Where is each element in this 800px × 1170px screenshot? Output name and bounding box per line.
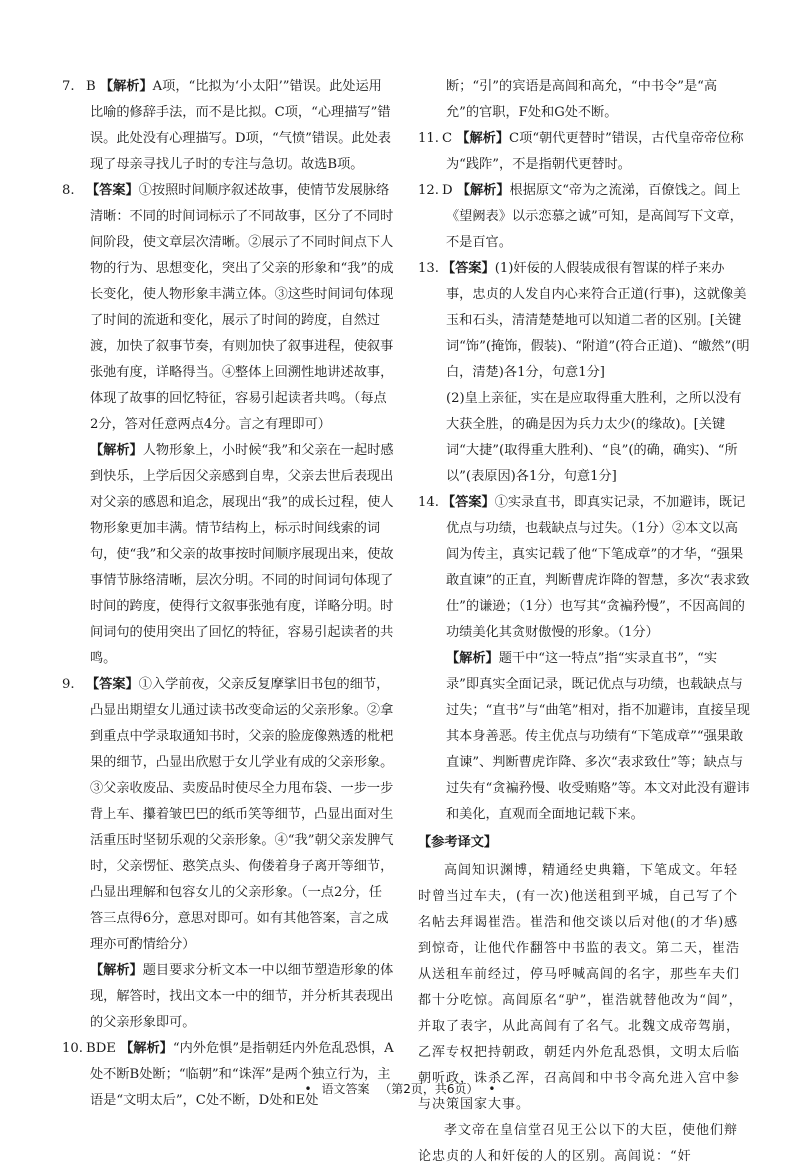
q12-answer: D [442,183,453,198]
q9-number: 9. [62,677,75,692]
q8-analysis-text: 人物形象上，小时候“我”和父亲在一起时感到快乐，上学后因父亲感到自卑，父亲去世后表现出对父亲的感恩和追念，展现出“我”的成长过程，使人物形象更加丰满。情节结构上，标示时间线索的词句，使“我”和父亲的故事按时间顺序展现出来，使故事情节脉络清晰，层次分明。不同的时间词句体现了时间的跨度，使得行文叙事张弛有度，详略分明。时间词句的使用突出了回忆的特征，容易引起读者的共鸣。 [90,443,394,666]
q7-entry [62,74,394,178]
q8-entry [62,178,394,438]
q13-answer-tag: 【答案】 [442,261,495,276]
q7-analysis-tag: 【解析】 [99,79,153,94]
q14-entry [418,490,750,646]
q11-entry [418,126,750,178]
q14-analysis-tag: 【解析】 [446,651,499,666]
q9-analysis-tag: 【解析】 [90,963,143,978]
q14-analysis [418,646,750,828]
q8-answer-tag: 【答案】 [86,183,139,198]
q12-number: 12. [418,183,439,198]
q7-number: 7. [62,79,75,94]
q11-answer: C [442,131,453,146]
footer-title: 语文答案 [321,1082,370,1096]
footer-page-number: （第2页，共6页） [379,1082,479,1096]
q8-answer-text: ①按照时间顺序叙述故事，使情节发展脉络清晰：不同的时间词标示了不同故事，区分了不同时间阶段，使文章层次清晰。②展示了不同时间点下人物的行为、思想变化，突出了父亲的形象和“我”的成长变化，使人物形象丰满立体。③这些时间词句体现了时间的流逝和变化，展示了时间的跨度，自然过渡，加快了叙事节奏，有则加快了叙事进程，使叙事张弛有度，详略得当。④整体上回溯性地讲述故事，体现了故事的回忆特征，容易引起读者共鸣。（每点2分，答对任意两点4分。言之有理即可） [90,183,394,432]
q10-continued: 断；“引”的宾语是高闾和高允，“中书令”是“高允”的官职，F处和G处不断。 [446,79,718,120]
q7-analysis-text: A项，“比拟为‘小太阳’”错误。此处运用比喻的修辞手法，而不是比拟。C项，“心理描写”错误。此处没有心理描写。D项，“气愤”错误。此处表现了母亲寻找儿子时的专注与急切。故选B项。 [90,79,391,172]
left-column [62,74,394,1114]
q9-answer-tag: 【答案】 [86,677,139,692]
q14-number: 14. [418,495,439,510]
q13-entry [418,256,750,386]
q14-analysis-text: 题干中“这一特点”指“实录直书”，“实录”即真实全面记录，既记优点与功绩，也载缺点与过失；“直书”与“曲笔”相对，指不加避讳，直接呈现其本身善恶。传主优点与功绩有“下笔成章”“强果敢直谏”、判断曹虎诈降、多次“表求致仕”等；缺点与过失有“贪褊矜慢、收受贿赂”等。本文对此没有避讳和美化，直观而全面地记载下来。 [446,651,750,822]
q10-entry [62,1036,394,1114]
q9-analysis-text: 题目要求分析文本一中以细节塑造形象的体现，解答时，找出文本一中的细节，并分析其表现出的父亲形象即可。 [90,963,394,1030]
q10-number: 10. [62,1041,83,1056]
q14-answer-text: ①实录直书，即真实记录，不加避讳，既记优点与功绩，也载缺点与过失。（1分）②本文以高闾为传主，真实记载了他“下笔成章”的才华，“强果敢直谏”的正直，判断曹虎诈降的智慧，多次“表求致仕”的谦逊；（1分）也写其“贪褊矜慢”，不因高闾的功绩美化其贪财傲慢的形象。（1分） [446,495,750,640]
q11-analysis-text: C项“朝代更替时”错误，古代皇帝帝位称为“践阼”，不是指朝代更替时。 [446,131,744,172]
q11-number: 11. [418,131,439,146]
translation-paragraph-1: 高闾知识渊博，精通经史典籍，下笔成文。年轻时曾当过车夫，(有一次)他送租到平城，自己写了个名帖去拜谒崔浩。崔浩和他交谈以后对他(的才华)感到惊奇，让他代作翻答中书监的表文。第二天，崔浩从送租车前经过，停马呼喊高闾的名字，那些车夫们都十分吃惊。高闾原名“驴”，崔浩就替他改为“闾”，并取了表字，从此高闾有了名气。北魏文成帝驾崩，乙浑专权把持朝政，朝廷内外危乱恐惧，文明太后临朝听政，诛杀乙浑，召高闾和中书令高允进入宫中参与决策国家大事。 [418,863,743,1112]
q9-answer-text: ①入学前夜，父亲反复摩挲旧书包的细节，凸显出期望女儿通过读书改变命运的父亲形象。②拿到重点中学录取通知书时，父亲的脸庞像熟透的枇杷果的细节，凸显出欣慰于女儿学业有成的父亲形象。③父亲收废品、卖废品时使尽全力甩布袋、一步一步背上车、攥着皱巴巴的纸币笑等细节，凸显出面对生活重压时坚韧乐观的父亲形象。④“我”朝父亲发脾气时，父亲愣怔、憨笑点头、佝偻着身子离开等细节，凸显出理解和包容女儿的父亲形象。（一点2分，任答三点得6分，意思对即可。如有其他答案，言之成理亦可酌情给分） [90,677,394,952]
q8-number: 8. [62,183,75,198]
q12-analysis-tag: 【解析】 [456,183,510,198]
q12-analysis-text: 根据原文“帝为之流涕，百僚饯之。闾上《望阙表》以示恋慕之诚”可知，是高闾写下文章，不是百官。 [446,183,743,250]
footer-dot-right: • [488,1082,496,1096]
q11-analysis-tag: 【解析】 [456,131,510,146]
q9-entry [62,672,394,958]
q9-analysis [62,958,394,1036]
q10-answer: BDE [86,1041,116,1056]
q12-entry [418,178,750,256]
translation-paragraph-2: 孝文帝在皇信堂召见王公以下的大臣，使他们辩论忠贞的人和奸佞的人的区别。高闾说：“奸 [418,1123,739,1164]
q8-analysis [62,438,394,672]
q14-answer-tag: 【答案】 [442,495,495,510]
q13-answer-part2: (2)皇上亲征，实在是应取得重大胜利，之所以没有大获全胜，的确是因为兵力太少(的缘故)。[关键词“大捷”(取得重大胜利)、“良”(的确，确实)、“所以”(表原因)各1分，句意1分] [446,391,742,484]
right-column [418,74,750,1170]
footer-dot-left: • [304,1082,312,1096]
q7-answer: B [86,79,96,94]
q13-answer-part1: (1)奸佞的人假装成很有智谋的样子来办事，忠贞的人发自内心来符合正道(行事)，这就像美玉和石头，清清楚楚地可以知道二者的区别。[关键词“饰”(掩饰，假装)、“附道”(符合正道)、“皦然”(明白，清楚)各1分，句意1分] [446,261,750,380]
q10-analysis-text: “内外危惧”是指朝廷内外危乱恐惧，A处不断B处断；“临朝”和“诛浑”是两个独立行为，主语是“文明太后”，C处不断，D处和E处 [90,1041,394,1108]
q8-analysis-tag: 【解析】 [90,443,143,458]
q10-analysis-tag: 【解析】 [120,1041,173,1056]
page-footer [0,1080,800,1097]
q13-number: 13. [418,261,439,276]
reference-translation-heading: 【参考译文】 [418,835,498,850]
